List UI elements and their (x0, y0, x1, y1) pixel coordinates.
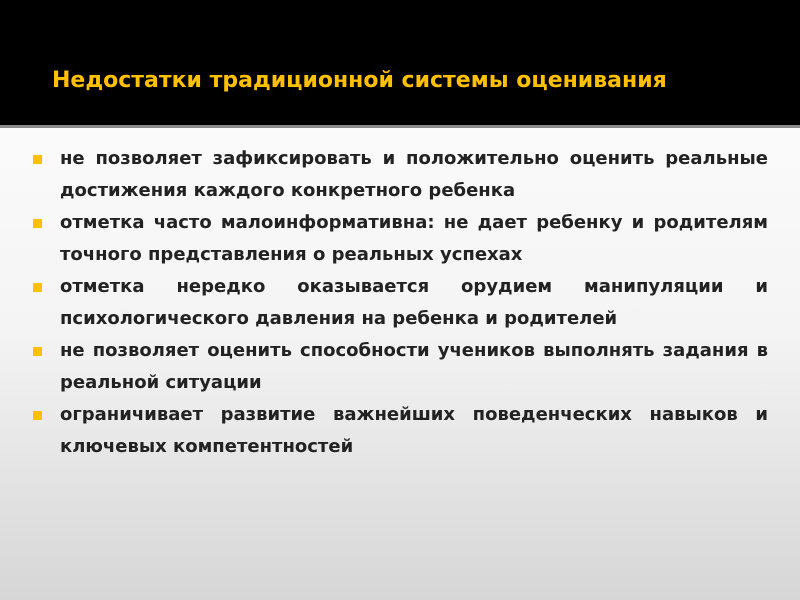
bullet-item (60, 399, 768, 463)
bullet-list (60, 143, 768, 463)
square-bullet-icon (33, 283, 42, 292)
square-bullet-icon (33, 347, 42, 356)
bullet-text: отметка нередко оказывается орудием манипуляции и психологического давления на ребенка и родителей (60, 276, 768, 329)
square-bullet-icon (33, 219, 42, 228)
bullet-item (60, 207, 768, 271)
title-divider (0, 125, 800, 128)
square-bullet-icon (33, 155, 42, 164)
title-bar (0, 0, 800, 125)
bullet-text: не позволяет зафиксировать и положительно оценить реальные достижения каждого конкретного ребенка (60, 148, 768, 201)
bullet-text: ограничивает развитие важнейших поведенческих навыков и ключевых компетентностей (60, 404, 768, 457)
bullet-item (60, 335, 768, 399)
slide-title: Недостатки традиционной системы оценивания (52, 68, 667, 93)
square-bullet-icon (33, 411, 42, 420)
bullet-text: отметка часто малоинформативна: не дает ребенку и родителям точного представления о реальных успехах (60, 212, 768, 265)
bullet-item (60, 271, 768, 335)
bullet-text: не позволяет оценить способности учеников выполнять задания в реальной ситуации (60, 340, 768, 393)
bullet-item (60, 143, 768, 207)
